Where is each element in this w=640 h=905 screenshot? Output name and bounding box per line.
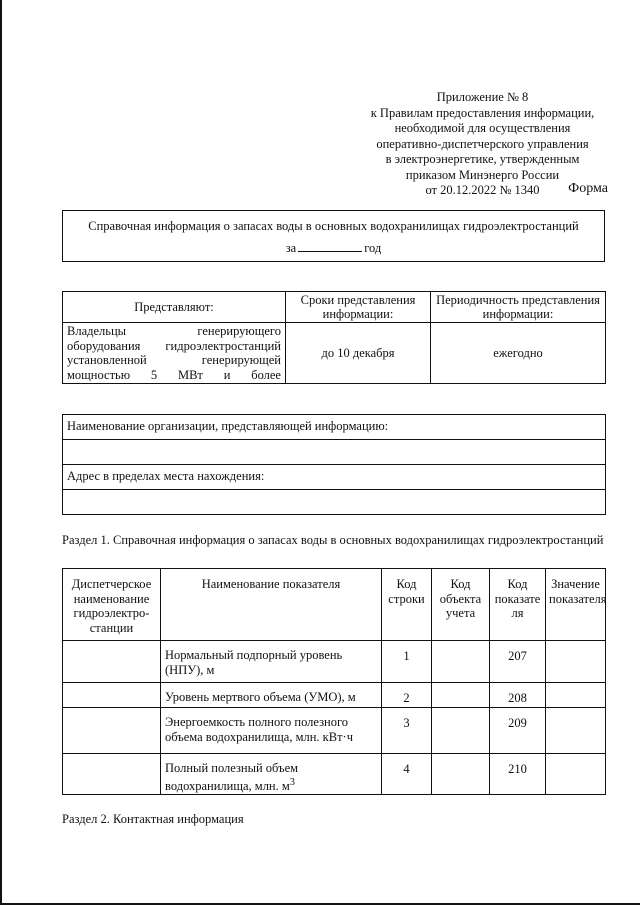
appendix-line: оперативно-диспетчерского управления [376,136,589,151]
address-label: Адрес в пределах места нахождения: [63,465,606,490]
org-name-label: Наименование организации, представляющей информацию: [63,415,606,440]
object-code-cell[interactable] [432,683,490,708]
presenters-cell: Владельцы генерирующего оборудования гидроэлектростанций установленной генерирующей мощностью 5 МВт и более [63,323,286,384]
indicator-code-cell: 210 [490,754,546,795]
submission-header: Представляют: [63,292,286,323]
appendix-line: приказом Минэнерго России [405,167,560,182]
line-code-cell: 4 [382,754,432,795]
object-code-cell[interactable] [432,641,490,683]
period-blank [298,240,362,252]
value-cell[interactable] [546,754,606,795]
indicator-code-cell: 208 [490,683,546,708]
form-title: Справочная информация о запасах воды в основных водохранилищах гидроэлектростанций [88,219,579,233]
section2-title: Раздел 2. Контактная информация [62,812,244,826]
water-reserves-table [62,568,606,795]
station-cell[interactable] [63,708,161,754]
indicator-name-text: Полный полезный объем водохранилища, млн. м [165,761,299,793]
indicator-code-cell: 209 [490,708,546,754]
col-header-indicator-name: Наименование показателя [161,569,382,641]
col-header-station: Диспетчерское наименование гидроэлектро-станции [63,569,161,641]
table-row [63,683,606,708]
object-code-cell[interactable] [432,708,490,754]
table-row [63,754,606,795]
address-field[interactable] [63,490,606,515]
period-prefix: за [285,241,297,255]
frequency-cell: ежегодно [431,323,606,384]
line-code-cell: 2 [382,683,432,708]
indicator-name-cell [161,754,382,795]
value-cell[interactable] [546,708,606,754]
line-code-cell: 1 [382,641,432,683]
line-code-cell: 3 [382,708,432,754]
appendix-line: от 20.12.2022 № 1340 [425,183,540,197]
station-cell[interactable] [63,641,161,683]
appendix-line: к Правилам предоставления информации, [370,105,595,120]
submission-table [62,291,606,384]
org-name-field[interactable] [63,440,606,465]
object-code-cell[interactable] [432,754,490,795]
scan-edge-left [0,0,2,905]
value-cell[interactable] [546,683,606,708]
col-header-line-code: Код строки [382,569,432,641]
col-header-value: Значение показателя [546,569,606,641]
indicator-name-cell: Нормальный подпорный уровень (НПУ), м [161,641,382,683]
table-row [63,641,606,683]
appendix-line: необходимой для осуществления [394,121,571,135]
station-cell[interactable] [63,754,161,795]
table-row [63,708,606,754]
value-cell[interactable] [546,641,606,683]
form-title-box [62,210,605,262]
unit-superscript: 3 [289,776,295,788]
indicator-name-cell: Уровень мертвого объема (УМО), м [161,683,382,708]
appendix-line: в электроэнергетике, утвержденным [385,152,580,166]
form-period [63,240,604,257]
indicator-name-cell: Энергоемкость полного полезного объема водохранилища, млн. кВт·ч [161,708,382,754]
form-label: Форма [568,181,608,196]
org-info-table [62,414,606,515]
indicator-code-cell: 207 [490,641,546,683]
submission-header: Сроки представления информации: [286,292,431,323]
submission-header: Периодичность представления информации: [431,292,606,323]
section1-title: Раздел 1. Справочная информация о запасах воды в основных водохранилищах гидроэлектростанций [62,533,604,547]
station-cell[interactable] [63,683,161,708]
appendix-line: Приложение № 8 [436,90,529,104]
period-suffix: год [364,241,382,255]
col-header-object-code: Код объекта учета [432,569,490,641]
deadline-cell: до 10 декабря [286,323,431,384]
col-header-indicator-code: Код показате ля [490,569,546,641]
